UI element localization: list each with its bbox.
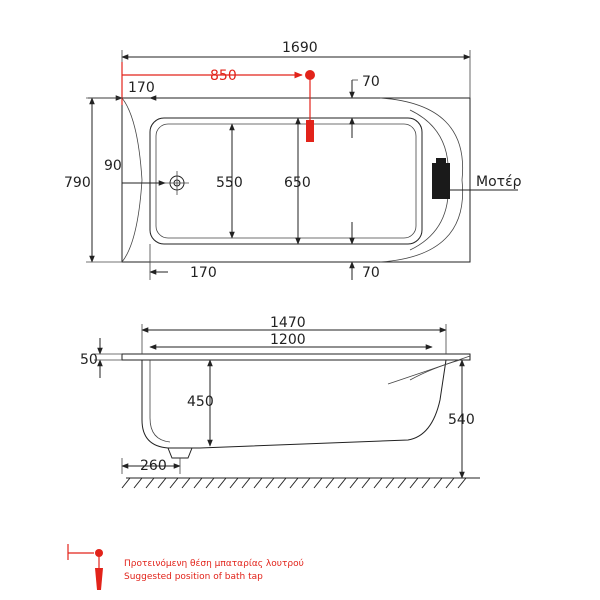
dim-label-260: 260 — [140, 458, 167, 474]
legend-label-english: Suggested position of bath tap — [124, 572, 263, 582]
tub-body-inner-side — [150, 360, 170, 442]
hatch-line — [158, 478, 166, 488]
hatch-line — [410, 478, 418, 488]
dim-label-70-top: 70 — [362, 74, 380, 90]
hatch-line — [326, 478, 334, 488]
hatch-line — [434, 478, 442, 488]
hatch-line — [350, 478, 358, 488]
dim-label-450: 450 — [187, 394, 214, 410]
hatch-line — [206, 478, 214, 488]
hatch-line — [422, 478, 430, 488]
hatch-line — [182, 478, 190, 488]
dim-label-70-bottom: 70 — [362, 265, 380, 281]
tap-legend — [68, 544, 304, 590]
side-view — [80, 315, 480, 488]
hatch-line — [242, 478, 250, 488]
dim-label-1470: 1470 — [270, 315, 306, 331]
hatch-line — [254, 478, 262, 488]
hatch-line — [374, 478, 382, 488]
dim-label-540: 540 — [448, 412, 475, 428]
dim-label-1200: 1200 — [270, 332, 306, 348]
hatch-line — [170, 478, 178, 488]
hatch-line — [446, 478, 454, 488]
hatch-line — [302, 478, 310, 488]
hatch-line — [458, 478, 466, 488]
dim-label-850: 850 — [210, 68, 237, 84]
dim-label-170-bottom: 170 — [190, 265, 217, 281]
top-view — [64, 40, 522, 281]
tap-body — [306, 120, 314, 142]
tub-right-curve-outer — [380, 98, 463, 262]
dim-label-650: 650 — [284, 175, 311, 191]
dim-label-50: 50 — [80, 352, 98, 368]
headrest-curve-inner — [410, 360, 460, 380]
hatch-line — [230, 478, 238, 488]
tub-rim-side — [122, 354, 470, 360]
dim-label-550: 550 — [216, 175, 243, 191]
legend-tap-body — [95, 568, 103, 590]
hatch-line — [386, 478, 394, 488]
floor-hatching — [122, 478, 466, 488]
hatch-line — [218, 478, 226, 488]
dim-label-170-top: 170 — [128, 80, 155, 96]
tub-left-curve — [122, 98, 142, 262]
motor-block — [432, 163, 450, 199]
hatch-line — [362, 478, 370, 488]
legend-label-greek: Προτεινόμενη θέση μπαταρίας λουτρού — [124, 559, 304, 569]
dim-label-90: 90 — [104, 158, 122, 174]
hatch-line — [134, 478, 142, 488]
hatch-line — [122, 478, 130, 488]
hatch-line — [266, 478, 274, 488]
drain-foot-side — [168, 448, 192, 458]
dim-label-1690: 1690 — [282, 40, 318, 56]
hatch-line — [146, 478, 154, 488]
hatch-line — [194, 478, 202, 488]
hatch-line — [338, 478, 346, 488]
dim-label-790: 790 — [64, 175, 91, 191]
hatch-line — [290, 478, 298, 488]
motor-label: Μοτέρ — [476, 174, 522, 190]
motor-detail — [436, 158, 446, 166]
hatch-line — [314, 478, 322, 488]
hatch-line — [278, 478, 286, 488]
hatch-line — [398, 478, 406, 488]
